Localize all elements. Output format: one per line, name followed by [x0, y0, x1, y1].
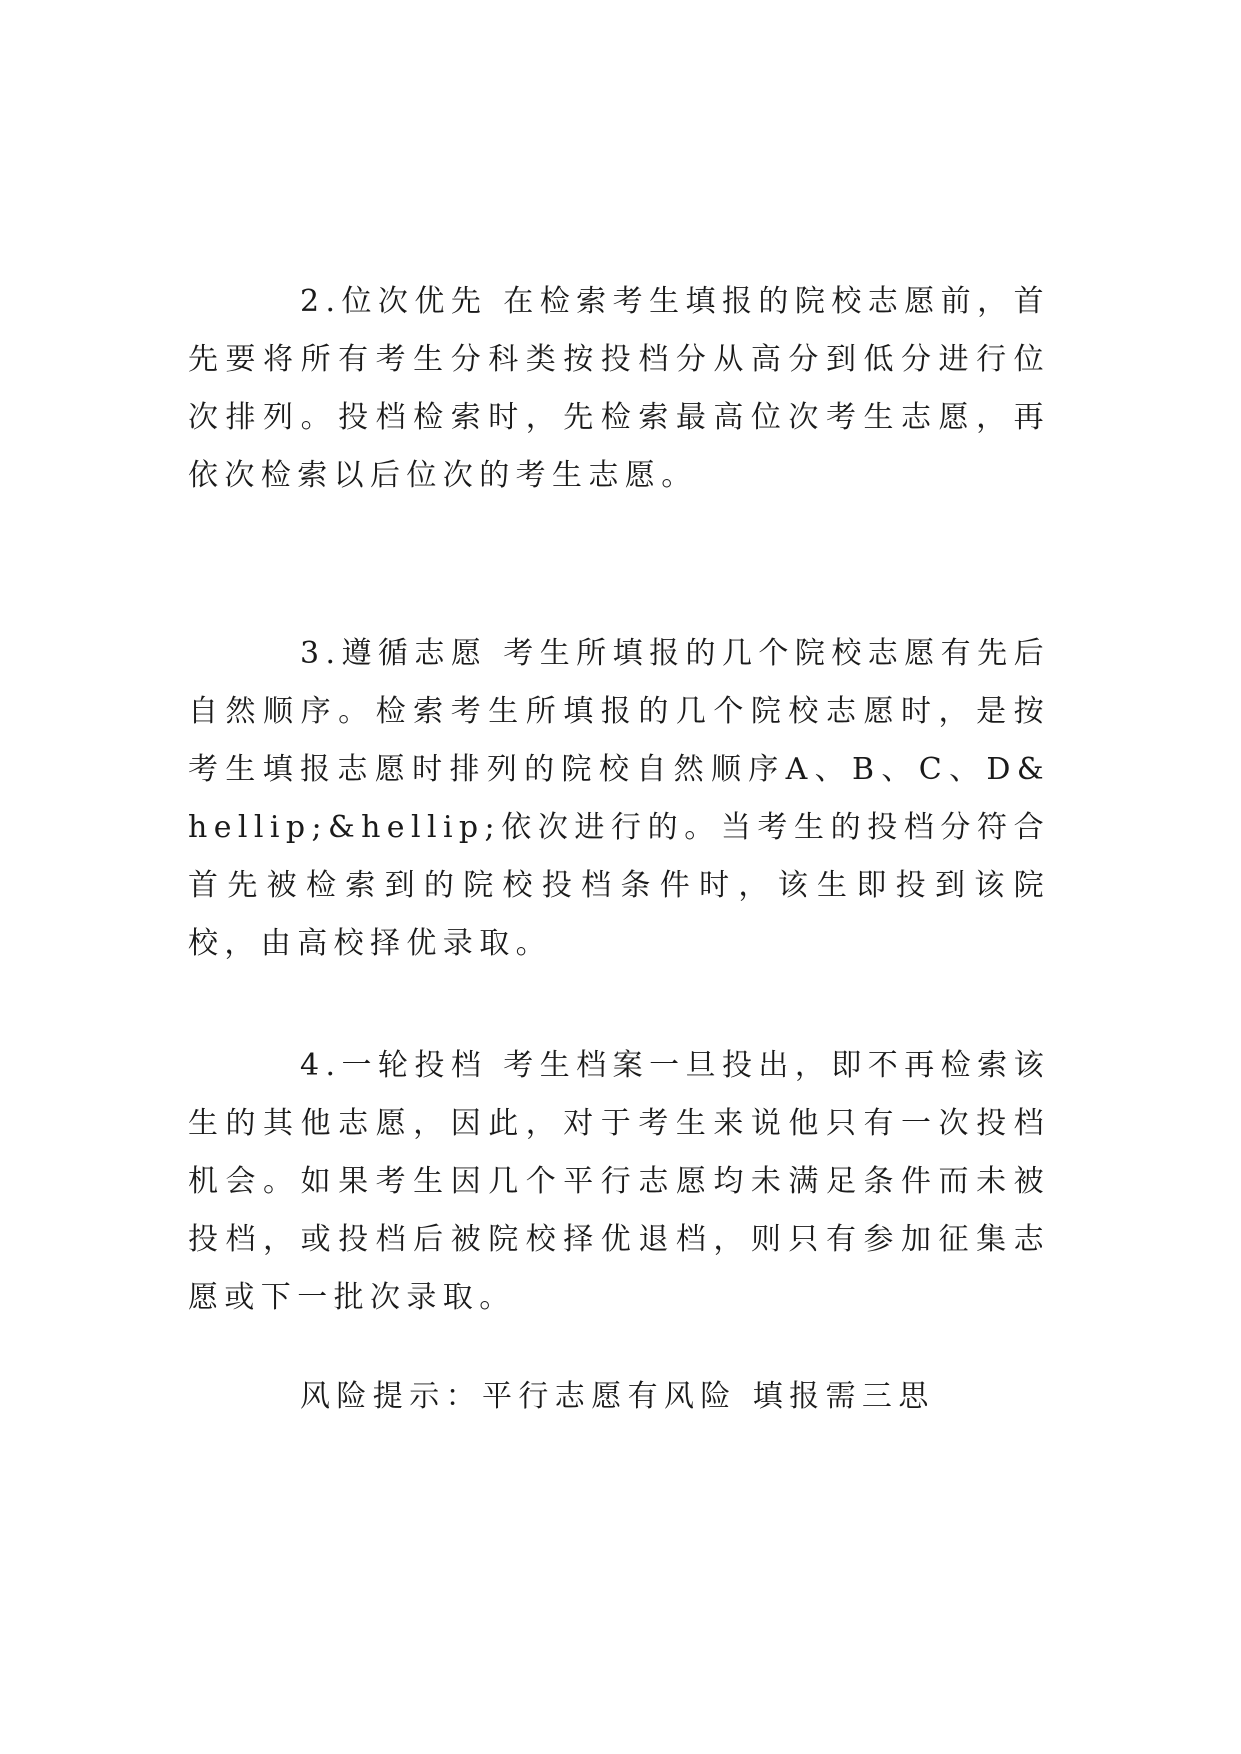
- paragraph-follow-preference: 3.遵循志愿 考生所填报的几个院校志愿有先后自然顺序。检索考生所填报的几个院校志愿时，是按考生填报志愿时排列的院校自然顺序A、B、C、D&hellip;&hellip;依次进行的。当考生的投档分符合首先被检索到的院校投档条件时，该生即投到该院校，由高校择优录取。: [188, 636, 1050, 961]
- risk-tip-heading: 风险提示：平行志愿有风险 填报需三思: [300, 1379, 935, 1414]
- paragraph-single-round: 4.一轮投档 考生档案一旦投出，即不再检索该生的其他志愿，因此，对于考生来说他只有一次投档机会。如果考生因几个平行志愿均未满足条件而未被投档，或投档后被院校择优退档，则只有参加征集志愿或下一批次录取。: [188, 1048, 1050, 1315]
- paragraph-rank-priority: 2.位次优先 在检索考生填报的院校志愿前，首先要将所有考生分科类按投档分从高分到低分进行位次排列。投档检索时，先检索最高位次考生志愿，再依次检索以后位次的考生志愿。: [188, 284, 1050, 493]
